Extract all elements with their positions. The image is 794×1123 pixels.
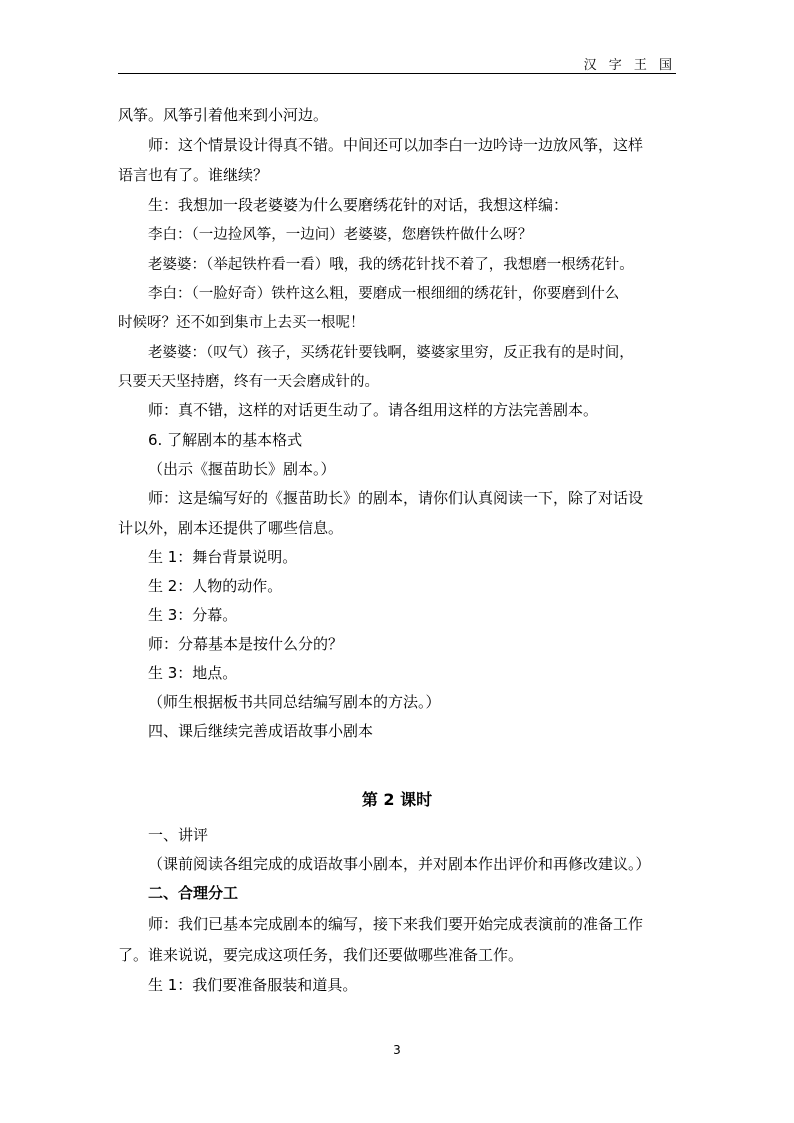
text-line: 生 1：舞台背景说明。 xyxy=(148,548,298,566)
text-line: 计以外，剧本还提供了哪些信息。 xyxy=(118,519,344,537)
subheading-division: 二、合理分工 xyxy=(148,884,239,902)
text-line: 生：我想加一段老婆婆为什么要磨绣花针的对话，我想这样编： xyxy=(148,196,569,214)
dialogue-line: 老婆婆：（叹气）孩子，买绣花针要钱啊，婆婆家里穷，反正我有的是时间， xyxy=(148,345,634,361)
lesson-title: 第 2 课时 xyxy=(361,790,433,809)
text-line: 语言也有了。谁继续？ xyxy=(118,166,269,184)
text-line: 师：分幕基本是按什么分的？ xyxy=(148,635,344,653)
text-line: 生 3：地点。 xyxy=(148,664,238,682)
dialogue-line: 只要天天坚持磨，终有一天会磨成针的。 xyxy=(118,374,379,390)
section-heading: 四、课后继续完善成语故事小剧本 xyxy=(148,722,374,740)
text-line: 了。谁来说说，要完成这项任务，我们还要做哪些准备工作。 xyxy=(118,946,524,964)
dialogue-line: 时候呀？还不如到集市上去买一根呢！ xyxy=(118,315,365,331)
text-line: 生 1：我们要准备服装和道具。 xyxy=(148,976,358,994)
running-header: 汉 字 王 国 xyxy=(583,58,676,73)
dialogue-line: 李白：（一边捡风筝，一边问）老婆婆，您磨铁杵做什么呀？ xyxy=(148,227,533,243)
text-line: （出示《揠苗助长》剧本。） xyxy=(148,460,336,478)
dialogue-line: 老婆婆：（举起铁杵看一看）哦，我的绣花针找不着了，我想磨一根绣花针。 xyxy=(148,257,634,273)
text-line: 师：真不错，这样的对话更生动了。请各组用这样的方法完善剧本。 xyxy=(148,401,599,419)
text-line: （课前阅读各组完成的成语故事小剧本，并对剧本作出评价和再修改建议。） xyxy=(148,855,651,873)
text-line: 生 3：分幕。 xyxy=(148,606,238,624)
text-line: 6. 了解剧本的基本格式 xyxy=(148,431,303,449)
text-line: 师：我们已基本完成剧本的编写，接下来我们要开始完成表演前的准备工作 xyxy=(148,915,644,933)
text-line: 师：这是编写好的《揠苗助长》的剧本，请你们认真阅读一下，除了对话设 xyxy=(148,489,644,507)
text-line: 生 2：人物的动作。 xyxy=(148,577,283,595)
text-line: （师生根据板书共同总结编写剧本的方法。） xyxy=(148,693,441,711)
subheading-review: 一、讲评 xyxy=(148,826,209,844)
page-number: 3 xyxy=(393,1043,401,1057)
text-line: 风筝。风筝引着他来到小河边。 xyxy=(118,106,329,124)
text-line: 师：这个情景设计得真不错。中间还可以加李白一边吟诗一边放风筝，这样 xyxy=(148,136,644,154)
header-rule xyxy=(118,73,676,74)
dialogue-line: 李白：（一脸好奇）铁杵这么粗，要磨成一根细细的绣花针，你要磨到什么 xyxy=(148,286,620,302)
